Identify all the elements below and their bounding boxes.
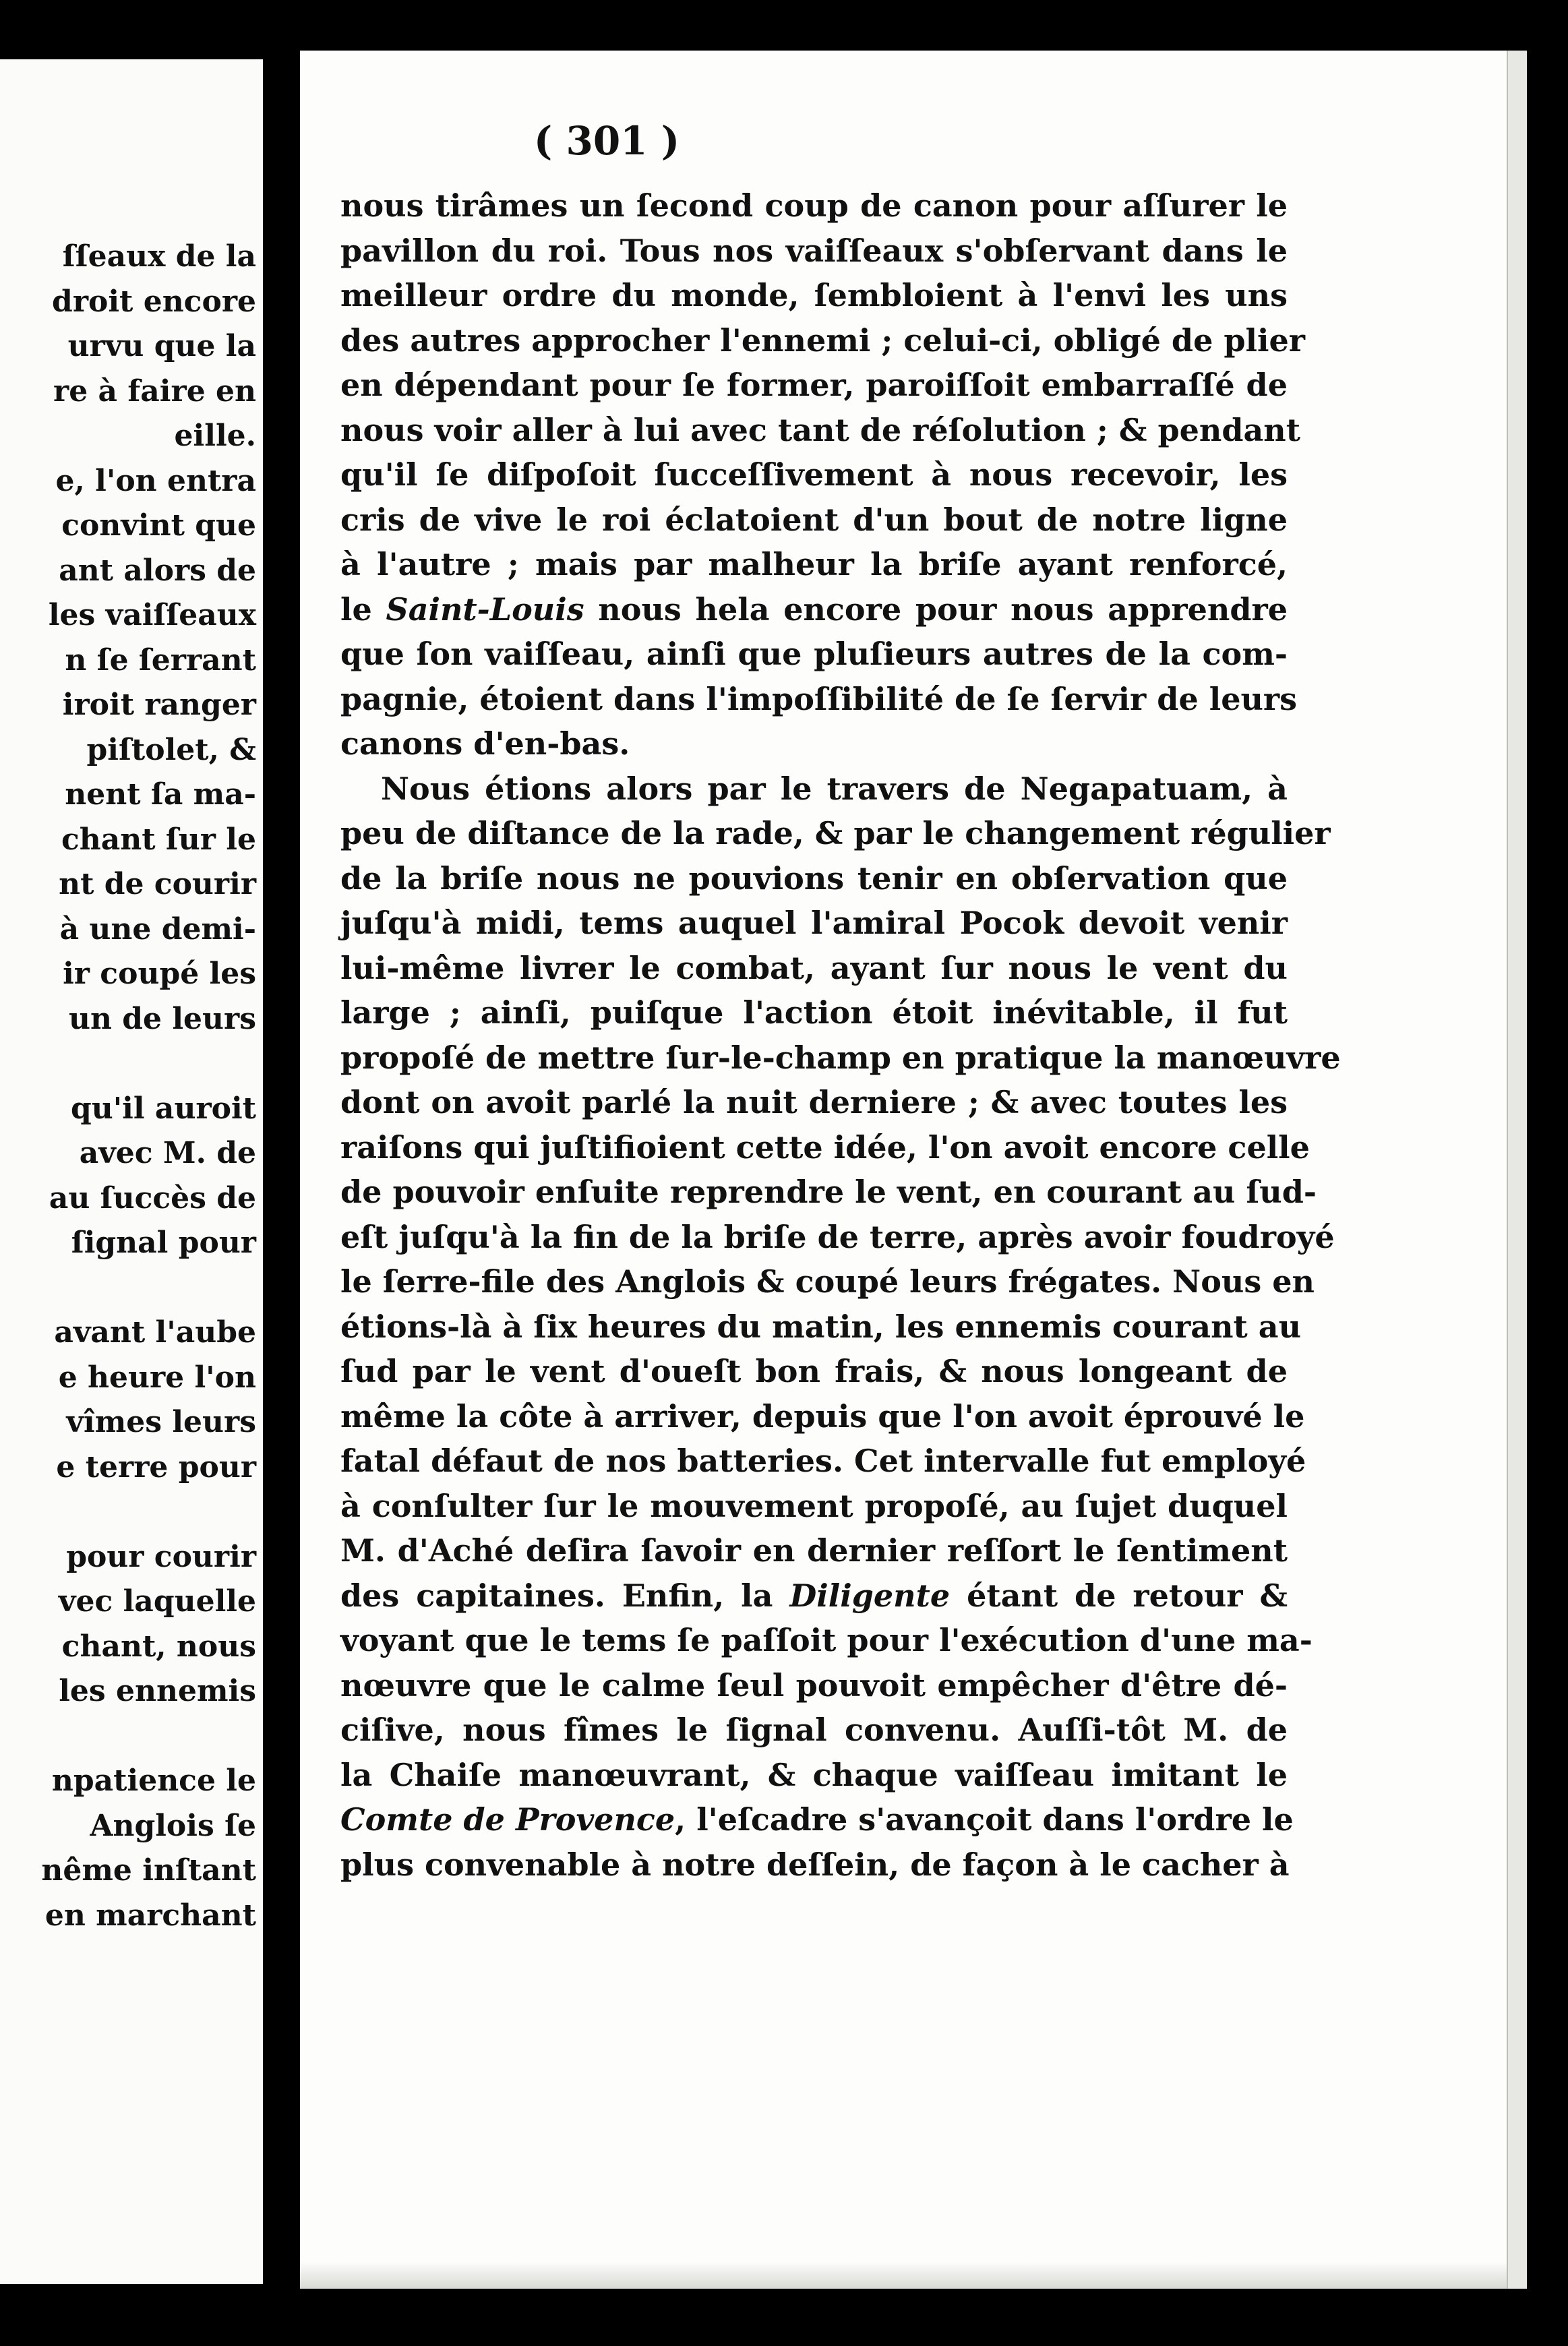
text-line — [340, 587, 1288, 632]
text-line: à conſulter ſur le mouvement propoſé, au ſujet duquel — [340, 1487, 1288, 1524]
text-line: pavillon du roi. Tous nos vaiſſeaux s'obſervant dans le — [340, 232, 1288, 269]
left-page-line: Anglois ſe — [90, 1808, 256, 1843]
text-line: ciſive, nous fîmes le ſignal convenu. Auſſi-tôt M. de — [340, 1712, 1288, 1748]
text-line: pagnie, étoient dans l'impoſſibilité de ſe ſervir de leurs — [340, 680, 1298, 717]
text-line: M. d'Aché deſira ſavoir en dernier reſſort le ſentiment — [340, 1532, 1288, 1569]
text-line: peu de diſtance de la rade, & par le changement régulier — [340, 815, 1331, 851]
text-line: eſt juſqu'à la fin de la briſe de terre, après avoir foudroyé — [340, 1218, 1335, 1255]
left-page-line: ir coupé les — [63, 957, 256, 991]
italic-name: Saint-Louis — [386, 591, 584, 628]
left-page-line: un de leurs — [68, 1001, 256, 1036]
left-page-line: avant l'aube — [54, 1315, 256, 1350]
italic-name: Comte de Provence — [340, 1801, 675, 1838]
left-page-line: les ennemis — [59, 1674, 256, 1708]
left-page-line: n ſe ſerrant — [65, 642, 256, 678]
text-line: raiſons qui juſtifioient cette idée, l'on avoit encore celle — [340, 1129, 1310, 1166]
left-page-line: ſignal pour — [71, 1226, 256, 1260]
text-line: qu'il ſe diſpoſoit ſucceſſivement à nous recevoir, les — [340, 456, 1288, 493]
left-page-line — [0, 1042, 256, 1087]
text-run: , l'eſcadre s'avançoit dans l'ordre le — [675, 1801, 1294, 1838]
left-page-line: npatience le — [51, 1764, 256, 1798]
left-page-line: au ſuccès de — [49, 1180, 256, 1215]
left-page-line — [0, 1714, 256, 1760]
text-line — [340, 1797, 1294, 1842]
text-line: juſqu'à midi, tems auquel l'amiral Pocok devoit venir — [340, 905, 1288, 941]
text-line: canons d'en-bas. — [340, 725, 630, 762]
left-page-line: piſtolet, & — [86, 732, 256, 767]
text-line: nous tirâmes un ſecond coup de canon pour aſſurer le — [340, 187, 1288, 224]
left-page-line: nent ſa ma- — [65, 777, 256, 812]
text-run: nous hela encore pour nous apprendre — [584, 591, 1288, 628]
text-line: en dépendant pour ſe former, paroiſſoit embarraſſé de — [340, 367, 1288, 403]
left-page-line: nt de courir — [59, 867, 256, 901]
left-page-text — [0, 235, 256, 1938]
left-page-line: à une demi- — [59, 911, 256, 946]
left-page-line: qu'il auroit — [70, 1091, 256, 1126]
left-page-line: vec laquelle — [58, 1584, 256, 1619]
left-page-line: iroit ranger — [62, 688, 256, 722]
left-page-line: avec M. de — [79, 1136, 256, 1170]
left-page-line: e, l'on entra — [55, 463, 256, 498]
text-line: même la côte à arriver, depuis que l'on avoit éprouvé le — [340, 1397, 1305, 1435]
text-line: ſud par le vent d'oueſt bon frais, & nous longeant de — [340, 1353, 1288, 1389]
text-line: des autres approcher l'ennemi ; celui-ci, obligé de plier — [340, 322, 1305, 359]
text-line: dont on avoit parlé la nuit derniere ; & avec toutes les — [340, 1084, 1288, 1120]
text-line: de pouvoir enſuite reprendre le vent, en courant au ſud- — [340, 1174, 1317, 1210]
left-page-fragment — [0, 59, 263, 2284]
text-line: plus convenable à notre deſſein, de façon à le cacher à — [340, 1846, 1290, 1883]
text-line: meilleur ordre du monde, ſembloient à l'envi les uns — [340, 277, 1288, 313]
text-line: fatal défaut de nos batteries. Cet intervalle fut employé — [340, 1443, 1306, 1479]
left-page-line: les vaiſſeaux — [48, 598, 256, 632]
left-page-line: urvu que la — [67, 329, 256, 363]
left-page-line: re à faire en — [53, 373, 256, 409]
left-page-line: pour courir — [66, 1539, 256, 1574]
text-line: étions-là à ſix heures du matin, les ennemis courant au — [340, 1308, 1302, 1345]
text-line — [340, 1573, 1288, 1619]
page-number: ( 301 ) — [533, 118, 680, 164]
left-page-line: en marchant — [44, 1898, 256, 1933]
left-page-line: ſſeaux de la — [62, 239, 256, 274]
text-line: lui-même livrer le combat, ayant ſur nous le vent du — [340, 949, 1288, 986]
left-page-line: chant ſur le — [61, 822, 256, 857]
text-line: large ; ainſi, puiſque l'action étoit inévitable, il fut — [340, 994, 1288, 1031]
text-line: Nous étions alors par le travers de Negapatuam, à — [381, 770, 1288, 807]
left-page-line — [0, 1266, 256, 1311]
text-line: la Chaiſe manœuvrant, & chaque vaiſſeau imitant le — [340, 1756, 1288, 1793]
italic-name: Diligente — [789, 1577, 951, 1614]
text-run: des capitaines. Enfin, la — [340, 1577, 790, 1614]
text-run: le — [340, 591, 386, 628]
text-line: à l'autre ; mais par malheur la briſe ayant renforcé, — [340, 546, 1288, 582]
text-line: de la briſe nous ne pouvions tenir en obſervation que — [340, 860, 1288, 897]
left-page-line: e heure l'on — [58, 1360, 256, 1395]
text-line: nœuvre que le calme ſeul pouvoit empêcher d'être dé- — [340, 1666, 1288, 1704]
left-page-line: nême inſtant — [41, 1853, 256, 1888]
left-page-line: eille. — [174, 419, 256, 453]
text-line: cris de vive le roi éclatoient d'un bout de notre ligne — [340, 501, 1288, 538]
left-page-line: e terre pour — [56, 1449, 256, 1484]
text-line: que ſon vaiſſeau, ainſi que pluſieurs autres de la com- — [340, 636, 1288, 672]
text-line: le ſerre-file des Anglois & coupé leurs frégates. Nous en — [340, 1263, 1315, 1300]
left-page-line: chant, nous — [61, 1629, 256, 1664]
left-page-line: ant alors de — [59, 553, 256, 588]
left-page-line: convint que — [61, 508, 256, 543]
body-text — [340, 183, 1341, 1887]
left-page-line: vîmes leurs — [66, 1405, 256, 1439]
book-gutter — [263, 0, 300, 2346]
text-line: propoſé de mettre ſur-le-champ en pratique la manœuvre — [340, 1039, 1341, 1076]
left-page-line: droit encore — [52, 284, 256, 319]
text-line: nous voir aller à lui avec tant de réſolution ; & pendant — [340, 411, 1300, 448]
text-line: voyant que le tems ſe paſſoit pour l'exécution d'une ma- — [340, 1622, 1313, 1658]
left-page-line — [0, 1490, 256, 1535]
text-run: étant de retour & — [950, 1577, 1288, 1614]
